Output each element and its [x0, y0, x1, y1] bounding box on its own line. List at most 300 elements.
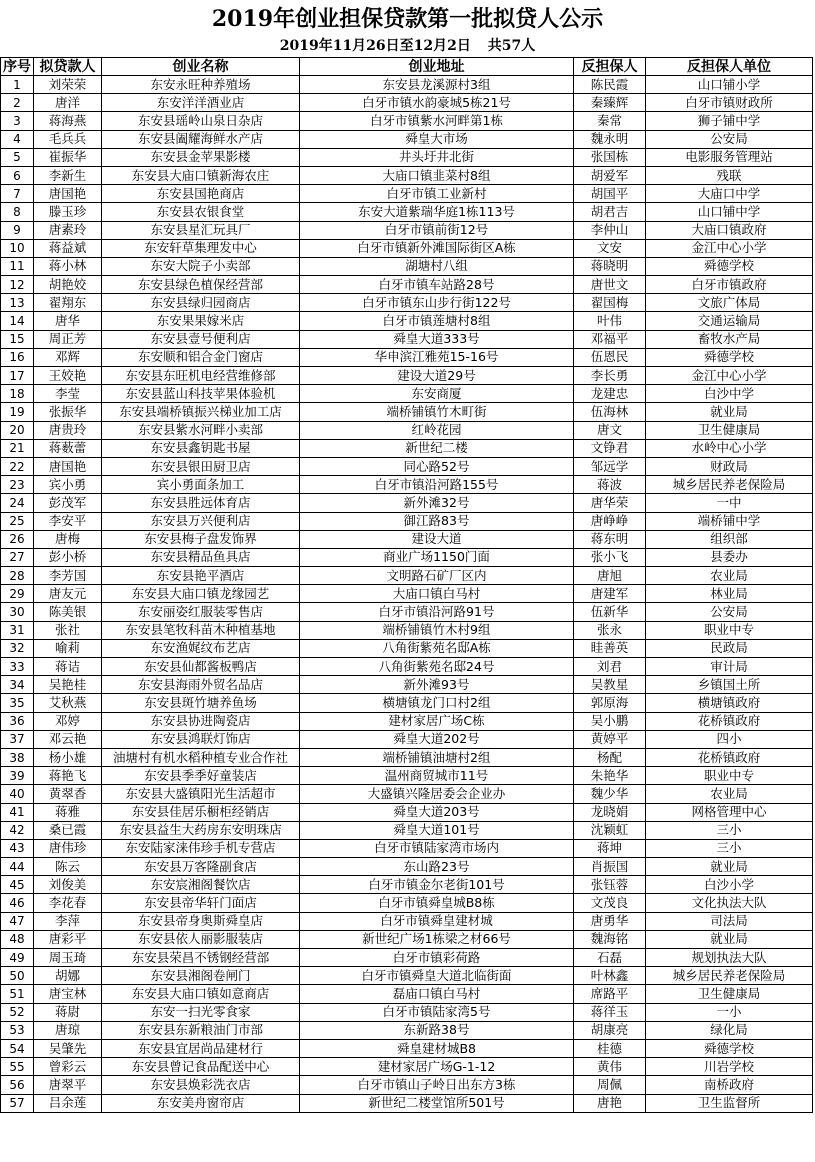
- table-row: [1, 930, 813, 948]
- borrower-name: 刘荣荣: [34, 76, 102, 94]
- guarantor-name: 秦常: [574, 112, 646, 130]
- business-address: 白牙市镇工业新村: [300, 185, 574, 203]
- business-name: 东安县银田厨卫店: [102, 457, 300, 475]
- table-row: [1, 257, 813, 275]
- guarantor-unit: 民政局: [646, 639, 813, 657]
- row-index: 8: [1, 203, 34, 221]
- borrower-name: 邓云艳: [34, 730, 102, 748]
- table-row: [1, 367, 813, 385]
- guarantor-unit: 组织部: [646, 530, 813, 548]
- business-name: 东安县海雨外贸名品店: [102, 676, 300, 694]
- business-address: 白牙市镇车站路28号: [300, 276, 574, 294]
- borrower-name: 张振华: [34, 403, 102, 421]
- guarantor-unit: 绿化局: [646, 1021, 813, 1039]
- guarantor-unit: 南桥政府: [646, 1076, 813, 1094]
- table-row: [1, 348, 813, 366]
- business-address: 井头圩井北街: [300, 148, 574, 166]
- borrower-name: 蒋薮蕾: [34, 439, 102, 457]
- borrower-name: 桑已霞: [34, 821, 102, 839]
- guarantor-name: 龙建忠: [574, 385, 646, 403]
- borrower-name: 彭茂军: [34, 494, 102, 512]
- table-row: [1, 203, 813, 221]
- business-name: 东安县胜远体育店: [102, 494, 300, 512]
- business-address: 舜皇大道203号: [300, 803, 574, 821]
- guarantor-unit: 金江中心小学: [646, 239, 813, 257]
- row-index: 26: [1, 530, 34, 548]
- row-index: 55: [1, 1058, 34, 1076]
- row-index: 33: [1, 658, 34, 676]
- borrower-name: 唐国艳: [34, 457, 102, 475]
- guarantor-unit: 网格管理中心: [646, 803, 813, 821]
- guarantor-unit: 川岩学校: [646, 1058, 813, 1076]
- borrower-name: 唐洋: [34, 94, 102, 112]
- borrower-name: 彭小桥: [34, 548, 102, 566]
- business-name: 东安县农银食堂: [102, 203, 300, 221]
- borrower-name: 黄翠香: [34, 785, 102, 803]
- guarantor-unit: 花桥镇政府: [646, 748, 813, 766]
- table-row: [1, 530, 813, 548]
- guarantor-unit: 就业局: [646, 930, 813, 948]
- row-index: 23: [1, 476, 34, 494]
- business-name: 东安轩草集理发中心: [102, 239, 300, 257]
- guarantor-name: 杨配: [574, 748, 646, 766]
- row-index: 2: [1, 94, 34, 112]
- business-name: 东安县协进陶瓷店: [102, 712, 300, 730]
- guarantor-unit: 乡镇国土所: [646, 676, 813, 694]
- business-address: 御江路83号: [300, 512, 574, 530]
- business-address: 同心路52号: [300, 457, 574, 475]
- table-row: [1, 294, 813, 312]
- business-name: 东安陆家涞伟珍手机专营店: [102, 839, 300, 857]
- page-title: 2019年创业担保贷款第一批拟贷人公示: [211, 6, 604, 32]
- borrower-name: 李芳国: [34, 567, 102, 585]
- business-name: 东安县帝华轩门面店: [102, 894, 300, 912]
- guarantor-unit: 残联: [646, 166, 813, 184]
- business-name: 东安县依人丽影服装店: [102, 930, 300, 948]
- guarantor-name: 张国栋: [574, 148, 646, 166]
- business-address: 舜皇大道333号: [300, 330, 574, 348]
- guarantor-name: 陈民霞: [574, 76, 646, 94]
- total-count: 共57人: [487, 38, 536, 54]
- guarantor-unit: 三小: [646, 821, 813, 839]
- borrower-table: [0, 57, 813, 1113]
- table-row: [1, 639, 813, 657]
- business-address: 八角街紫苑名邸24号: [300, 658, 574, 676]
- business-address: 东山路23号: [300, 858, 574, 876]
- row-index: 15: [1, 330, 34, 348]
- guarantor-unit: 财政局: [646, 457, 813, 475]
- row-index: 32: [1, 639, 34, 657]
- guarantor-unit: 城乡居民养老保险局: [646, 476, 813, 494]
- business-address: 新外滩93号: [300, 676, 574, 694]
- guarantor-name: 文安: [574, 239, 646, 257]
- table-row: [1, 1003, 813, 1021]
- notice-period: [0, 36, 815, 56]
- row-index: 50: [1, 967, 34, 985]
- guarantor-name: 唐峥峥: [574, 512, 646, 530]
- table-row: [1, 785, 813, 803]
- table-row: [1, 949, 813, 967]
- borrower-name: 刘俊美: [34, 876, 102, 894]
- borrower-name: 唐梅: [34, 530, 102, 548]
- table-row: [1, 1094, 813, 1112]
- business-name: 东安洋洋酒业店: [102, 94, 300, 112]
- guarantor-name: 张钰蓉: [574, 876, 646, 894]
- guarantor-unit: 一小: [646, 1003, 813, 1021]
- business-name: 东安县宜居尚品建材行: [102, 1039, 300, 1057]
- table-row: [1, 894, 813, 912]
- guarantor-name: 石磊: [574, 949, 646, 967]
- borrower-name: 杨小雄: [34, 748, 102, 766]
- business-name: 东安县笔牧科苗木种植基地: [102, 621, 300, 639]
- guarantor-name: 唐艳: [574, 1094, 646, 1112]
- business-address: 东安商厦: [300, 385, 574, 403]
- business-name: 东安县万客隆副食店: [102, 858, 300, 876]
- table-row: [1, 76, 813, 94]
- business-address: 白牙市镇前街12号: [300, 221, 574, 239]
- table-body: [1, 76, 813, 1113]
- guarantor-unit: 三小: [646, 839, 813, 857]
- table-row: [1, 767, 813, 785]
- table-row: [1, 967, 813, 985]
- guarantor-unit: 舜德学校: [646, 348, 813, 366]
- table-header-row: [1, 58, 813, 76]
- business-address: 建材家居广场G-1-12: [300, 1058, 574, 1076]
- row-index: 45: [1, 876, 34, 894]
- business-address: 白牙市镇水韵豪城5栋21号: [300, 94, 574, 112]
- business-name: 东安县艳平酒店: [102, 567, 300, 585]
- column-header-index: 序号: [1, 58, 34, 76]
- row-index: 7: [1, 185, 34, 203]
- guarantor-unit: 金江中心小学: [646, 367, 813, 385]
- row-index: 44: [1, 858, 34, 876]
- table-row: [1, 839, 813, 857]
- business-name: 东安顺和铝合金门窗店: [102, 348, 300, 366]
- guarantor-name: 蒋晓明: [574, 257, 646, 275]
- guarantor-name: 朱艳华: [574, 767, 646, 785]
- business-address: 新世纪广场1栋梁之材66号: [300, 930, 574, 948]
- business-address: 大盛镇兴隆居委会企业办: [300, 785, 574, 803]
- borrower-name: 唐翠平: [34, 1076, 102, 1094]
- borrower-name: 吕余莲: [34, 1094, 102, 1112]
- guarantor-name: 文茂良: [574, 894, 646, 912]
- table-row: [1, 985, 813, 1003]
- table-row: [1, 385, 813, 403]
- business-name: 东安县湘阁卷闸门: [102, 967, 300, 985]
- table-row: [1, 548, 813, 566]
- guarantor-name: 蒋波: [574, 476, 646, 494]
- business-name: 东安县荣昌不锈钢经营部: [102, 949, 300, 967]
- table-row: [1, 312, 813, 330]
- table-row: [1, 858, 813, 876]
- guarantor-unit: 白牙市镇财政所: [646, 94, 813, 112]
- table-row: [1, 421, 813, 439]
- business-name: 东安县绿色植保经营部: [102, 276, 300, 294]
- guarantor-unit: 农业局: [646, 785, 813, 803]
- guarantor-unit: 舜德学校: [646, 257, 813, 275]
- business-name: 东安县瑶岭山泉日杂店: [102, 112, 300, 130]
- guarantor-unit: 白沙小学: [646, 876, 813, 894]
- row-index: 43: [1, 839, 34, 857]
- business-name: 东安县益生大药房东安明珠店: [102, 821, 300, 839]
- business-address: 新世纪二楼堂馆所501号: [300, 1094, 574, 1112]
- guarantor-name: 胡康亮: [574, 1021, 646, 1039]
- guarantor-unit: 四小: [646, 730, 813, 748]
- guarantor-name: 胡君吉: [574, 203, 646, 221]
- business-address: 东安县龙溪源村3组: [300, 76, 574, 94]
- business-address: 白牙市镇彩荷路: [300, 949, 574, 967]
- business-name: 东安永旺种养殖场: [102, 76, 300, 94]
- column-header-business-name: 创业名称: [102, 58, 300, 76]
- business-address: 白牙市镇陆家湾5号: [300, 1003, 574, 1021]
- borrower-name: 唐琼: [34, 1021, 102, 1039]
- guarantor-unit: 端桥铺中学: [646, 512, 813, 530]
- business-name: 东安县仙都酱板鸭店: [102, 658, 300, 676]
- business-address: 白牙市镇新外滩国际街区A栋: [300, 239, 574, 257]
- borrower-name: 周玉琦: [34, 949, 102, 967]
- business-address: 华申滨江雅苑15-16号: [300, 348, 574, 366]
- business-address: 端桥铺镇竹木町街: [300, 403, 574, 421]
- guarantor-name: 蒋东明: [574, 530, 646, 548]
- table-row: [1, 494, 813, 512]
- borrower-name: 蒋小林: [34, 257, 102, 275]
- table-row: [1, 1058, 813, 1076]
- guarantor-unit: 规划执法大队: [646, 949, 813, 967]
- guarantor-name: 张永: [574, 621, 646, 639]
- guarantor-name: 张小飞: [574, 548, 646, 566]
- guarantor-name: 黄伟: [574, 1058, 646, 1076]
- table-row: [1, 658, 813, 676]
- business-name: 东安县星汇玩具厂: [102, 221, 300, 239]
- table-row: [1, 221, 813, 239]
- business-name: 东安县大庙口镇如意商店: [102, 985, 300, 1003]
- business-address: 白牙市镇沿河路155号: [300, 476, 574, 494]
- guarantor-name: 唐建军: [574, 585, 646, 603]
- business-address: 白牙市镇舜皇大道北临街面: [300, 967, 574, 985]
- business-address: 横塘镇龙门口村2组: [300, 694, 574, 712]
- guarantor-name: 唐旭: [574, 567, 646, 585]
- business-address: 白牙市镇金尔老街101号: [300, 876, 574, 894]
- business-address: 东新路38号: [300, 1021, 574, 1039]
- guarantor-name: 李仲山: [574, 221, 646, 239]
- row-index: 34: [1, 676, 34, 694]
- business-address: 白牙市镇舜皇建材城: [300, 912, 574, 930]
- business-address: 白牙市镇山子岭日出东方3栋: [300, 1076, 574, 1094]
- guarantor-name: 秦臻辉: [574, 94, 646, 112]
- borrower-name: 翟翔东: [34, 294, 102, 312]
- business-address: 大庙口镇白马村: [300, 585, 574, 603]
- borrower-name: 张社: [34, 621, 102, 639]
- business-address: 舜皇大道202号: [300, 730, 574, 748]
- business-address: 文明路石矿厂区内: [300, 567, 574, 585]
- business-address: 白牙市镇沿河路91号: [300, 603, 574, 621]
- borrower-name: 蒋海燕: [34, 112, 102, 130]
- table-row: [1, 730, 813, 748]
- business-address: 舜皇大道101号: [300, 821, 574, 839]
- guarantor-name: 吴小鹏: [574, 712, 646, 730]
- guarantor-name: 唐勇华: [574, 912, 646, 930]
- guarantor-name: 吴教星: [574, 676, 646, 694]
- guarantor-unit: 城乡居民养老保险局: [646, 967, 813, 985]
- column-header-guarantor: 反担保人: [574, 58, 646, 76]
- business-address: 新外滩32号: [300, 494, 574, 512]
- borrower-name: 吴艳桂: [34, 676, 102, 694]
- business-name: 东安县阖耀海鲜水产店: [102, 130, 300, 148]
- borrower-name: 唐贵玲: [34, 421, 102, 439]
- table-row: [1, 1039, 813, 1057]
- business-address: 白牙市镇紫水河畔第1栋: [300, 112, 574, 130]
- borrower-name: 滕玉珍: [34, 203, 102, 221]
- row-index: 41: [1, 803, 34, 821]
- row-index: 21: [1, 439, 34, 457]
- borrower-name: 蒋艳飞: [34, 767, 102, 785]
- row-index: 53: [1, 1021, 34, 1039]
- guarantor-unit: 县委办: [646, 548, 813, 566]
- borrower-name: 唐国艳: [34, 185, 102, 203]
- guarantor-name: 李长勇: [574, 367, 646, 385]
- row-index: 40: [1, 785, 34, 803]
- business-address: 东安大道紫瑞华庭1栋113号: [300, 203, 574, 221]
- borrower-name: 李安平: [34, 512, 102, 530]
- borrower-name: 李萍: [34, 912, 102, 930]
- guarantor-name: 魏少华: [574, 785, 646, 803]
- row-index: 16: [1, 348, 34, 366]
- guarantor-unit: 公安局: [646, 130, 813, 148]
- business-address: 磊庙口镇白马村: [300, 985, 574, 1003]
- row-index: 54: [1, 1039, 34, 1057]
- business-address: 舜皇大市场: [300, 130, 574, 148]
- business-name: 东安县梅子盘发饰界: [102, 530, 300, 548]
- guarantor-unit: 白牙市镇政府: [646, 276, 813, 294]
- row-index: 42: [1, 821, 34, 839]
- row-index: 46: [1, 894, 34, 912]
- business-name: 东安县佳居乐橱柜经销店: [102, 803, 300, 821]
- business-name: 东安县鸿联灯饰店: [102, 730, 300, 748]
- table-row: [1, 748, 813, 766]
- guarantor-name: 魏永明: [574, 130, 646, 148]
- row-index: 52: [1, 1003, 34, 1021]
- guarantor-unit: 山口铺中学: [646, 203, 813, 221]
- guarantor-name: 胡爱军: [574, 166, 646, 184]
- business-name: 东安县精品鱼具店: [102, 548, 300, 566]
- borrower-name: 李花春: [34, 894, 102, 912]
- row-index: 9: [1, 221, 34, 239]
- business-address: 白牙市镇莲塘村8组: [300, 312, 574, 330]
- row-index: 5: [1, 148, 34, 166]
- business-name: 东安渔娓纹布艺店: [102, 639, 300, 657]
- business-name: 东安县斑竹塘养鱼场: [102, 694, 300, 712]
- business-name: 东安大院子小卖部: [102, 257, 300, 275]
- guarantor-name: 伍新华: [574, 603, 646, 621]
- business-name: 东安县蓝山科技苹果体验机: [102, 385, 300, 403]
- guarantor-name: 黄婷平: [574, 730, 646, 748]
- guarantor-unit: 大庙口镇政府: [646, 221, 813, 239]
- business-name: 东安一扫光零食家: [102, 1003, 300, 1021]
- business-name: 宾小勇面条加工: [102, 476, 300, 494]
- business-name: 油塘村有机水稻种植专业合作社: [102, 748, 300, 766]
- business-name: 东安县大庙口镇新海农庄: [102, 166, 300, 184]
- table-row: [1, 112, 813, 130]
- table-row: [1, 1076, 813, 1094]
- table-row: [1, 439, 813, 457]
- business-address: 端桥铺镇油塘村2组: [300, 748, 574, 766]
- business-name: 东安县东新粮油门市部: [102, 1021, 300, 1039]
- guarantor-unit: 水岭中心小学: [646, 439, 813, 457]
- table-row: [1, 476, 813, 494]
- business-name: 东安县端桥镇振兴梯业加工店: [102, 403, 300, 421]
- row-index: 18: [1, 385, 34, 403]
- table-row: [1, 239, 813, 257]
- guarantor-unit: 就业局: [646, 403, 813, 421]
- business-name: 东安丽姿红服装零售店: [102, 603, 300, 621]
- borrower-name: 唐友元: [34, 585, 102, 603]
- row-index: 57: [1, 1094, 34, 1112]
- row-index: 24: [1, 494, 34, 512]
- business-name: 东安县大庙口镇龙缘园艺: [102, 585, 300, 603]
- business-name: 东安县曾记食品配送中心: [102, 1058, 300, 1076]
- row-index: 28: [1, 567, 34, 585]
- business-address: 商业广场1150门面: [300, 548, 574, 566]
- row-index: 25: [1, 512, 34, 530]
- business-name: 东安县金苹果影楼: [102, 148, 300, 166]
- borrower-name: 蒋诘: [34, 658, 102, 676]
- guarantor-unit: 审计局: [646, 658, 813, 676]
- business-name: 东安县鑫钥匙书屋: [102, 439, 300, 457]
- table-row: [1, 1021, 813, 1039]
- business-address: 新世纪二楼: [300, 439, 574, 457]
- column-header-borrower: 拟贷款人: [34, 58, 102, 76]
- guarantor-name: 桂德: [574, 1039, 646, 1057]
- row-index: 30: [1, 603, 34, 621]
- row-index: 19: [1, 403, 34, 421]
- guarantor-name: 刘君: [574, 658, 646, 676]
- date-range: 2019年11月26日至12月2日: [279, 38, 471, 54]
- table-row: [1, 585, 813, 603]
- table-row: [1, 803, 813, 821]
- table-row: [1, 166, 813, 184]
- guarantor-unit: 卫生健康局: [646, 421, 813, 439]
- guarantor-unit: 花桥镇政府: [646, 712, 813, 730]
- business-address: 建设大道29号: [300, 367, 574, 385]
- row-index: 3: [1, 112, 34, 130]
- table-row: [1, 676, 813, 694]
- row-index: 11: [1, 257, 34, 275]
- row-index: 13: [1, 294, 34, 312]
- guarantor-unit: 畜牧水产局: [646, 330, 813, 348]
- row-index: 12: [1, 276, 34, 294]
- row-index: 29: [1, 585, 34, 603]
- business-address: 白牙市镇东山步行街122号: [300, 294, 574, 312]
- guarantor-unit: 卫生健康局: [646, 985, 813, 1003]
- table-row: [1, 185, 813, 203]
- borrower-name: 周正芳: [34, 330, 102, 348]
- row-index: 39: [1, 767, 34, 785]
- business-name: 东安美舟窗帘店: [102, 1094, 300, 1112]
- guarantor-name: 邹远学: [574, 457, 646, 475]
- business-address: 白牙市镇舜皇城B8栋: [300, 894, 574, 912]
- table-row: [1, 512, 813, 530]
- row-index: 10: [1, 239, 34, 257]
- guarantor-unit: 横塘镇政府: [646, 694, 813, 712]
- guarantor-name: 唐文: [574, 421, 646, 439]
- borrower-name: 蒋益斌: [34, 239, 102, 257]
- borrower-name: 李新生: [34, 166, 102, 184]
- table-row: [1, 457, 813, 475]
- guarantor-unit: 白沙中学: [646, 385, 813, 403]
- borrower-name: 陈云: [34, 858, 102, 876]
- row-index: 48: [1, 930, 34, 948]
- business-name: 东安宸湘阁餐饮店: [102, 876, 300, 894]
